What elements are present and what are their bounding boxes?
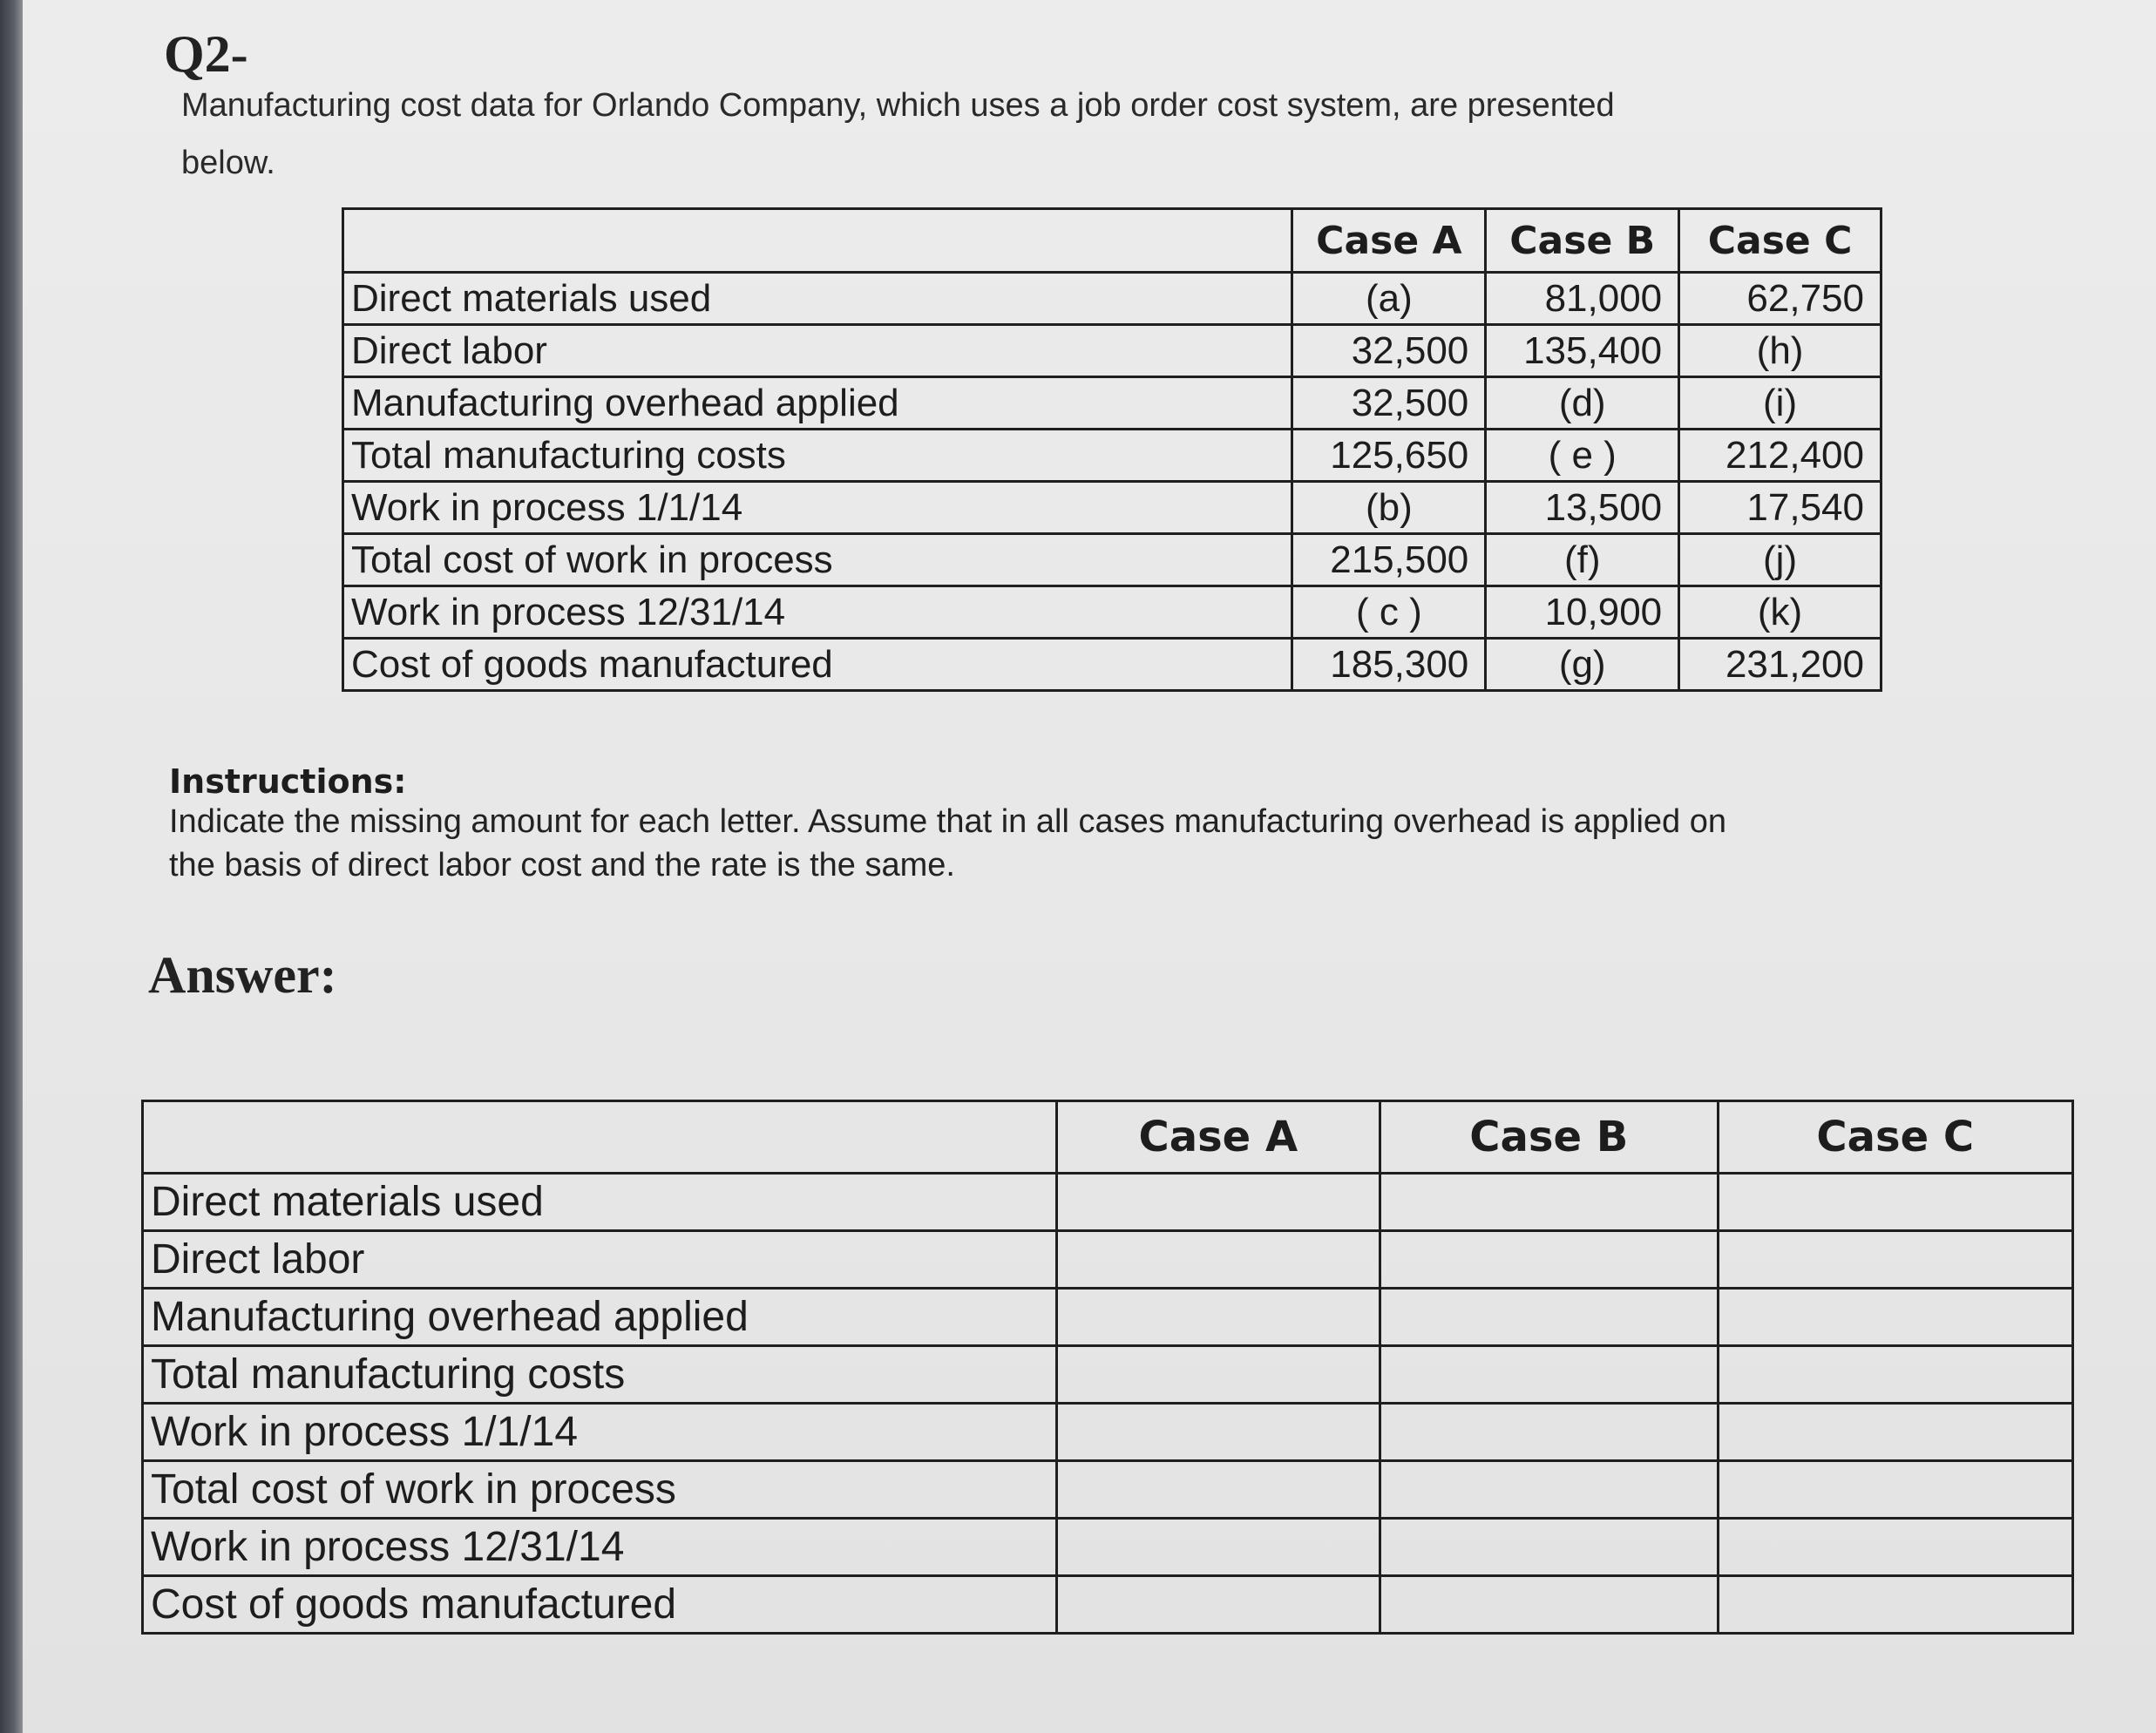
given-cell-case-a: 32,500 [1292, 377, 1486, 430]
answer-cell-case-a[interactable] [1056, 1461, 1380, 1519]
answer-row-label: Direct materials used [143, 1174, 1057, 1231]
answer-cell-case-c[interactable] [1718, 1231, 2072, 1289]
answer-cell-case-c[interactable] [1718, 1461, 2072, 1519]
given-header-case-a: Case A [1292, 209, 1486, 273]
given-row-label: Manufacturing overhead applied [343, 377, 1292, 430]
given-data-table [342, 207, 1882, 692]
given-cell-case-a: 185,300 [1292, 639, 1486, 691]
given-row-label: Work in process 1/1/14 [343, 482, 1292, 534]
monitor-bezel [0, 0, 23, 1733]
given-cell-case-c: (k) [1679, 586, 1881, 639]
answer-header-case-c: Case C [1718, 1101, 2072, 1174]
given-row-label: Total cost of work in process [343, 534, 1292, 586]
answer-row-label: Work in process 1/1/14 [143, 1404, 1057, 1461]
given-cell-case-a: 32,500 [1292, 325, 1486, 377]
given-row [343, 534, 1881, 586]
answer-cell-case-b[interactable] [1380, 1346, 1718, 1404]
given-row [343, 325, 1881, 377]
given-row-label: Direct materials used [343, 273, 1292, 325]
given-cell-case-b: (d) [1486, 377, 1679, 430]
answer-row [143, 1576, 2073, 1634]
given-cell-case-c: 212,400 [1679, 430, 1881, 482]
given-row-label: Total manufacturing costs [343, 430, 1292, 482]
given-cell-case-c: (i) [1679, 377, 1881, 430]
answer-cell-case-a[interactable] [1056, 1289, 1380, 1346]
given-cell-case-b: 81,000 [1486, 273, 1679, 325]
given-cell-case-c: (h) [1679, 325, 1881, 377]
answer-cell-case-b[interactable] [1380, 1404, 1718, 1461]
answer-cell-case-b[interactable] [1380, 1519, 1718, 1576]
answer-header-row [143, 1101, 2073, 1174]
answer-row [143, 1346, 2073, 1404]
answer-row [143, 1461, 2073, 1519]
answer-row [143, 1231, 2073, 1289]
instructions-title: Instructions: [169, 762, 407, 801]
answer-row-label: Total manufacturing costs [143, 1346, 1057, 1404]
answer-row [143, 1174, 2073, 1231]
answer-row [143, 1289, 2073, 1346]
answer-row-label: Work in process 12/31/14 [143, 1519, 1057, 1576]
given-cell-case-a: (b) [1292, 482, 1486, 534]
answer-title: Answer: [148, 946, 337, 1004]
given-row [343, 482, 1881, 534]
answer-row [143, 1404, 2073, 1461]
answer-header-case-a: Case A [1056, 1101, 1380, 1174]
answer-header-case-b: Case B [1380, 1101, 1718, 1174]
answer-cell-case-c[interactable] [1718, 1576, 2072, 1634]
answer-row-label: Direct labor [143, 1231, 1057, 1289]
given-row [343, 639, 1881, 691]
given-cell-case-c: 17,540 [1679, 482, 1881, 534]
answer-cell-case-c[interactable] [1718, 1289, 2072, 1346]
given-cell-case-b: 135,400 [1486, 325, 1679, 377]
given-row-label: Cost of goods manufactured [343, 639, 1292, 691]
answer-table [141, 1100, 2074, 1635]
answer-row [143, 1519, 2073, 1576]
answer-cell-case-b[interactable] [1380, 1231, 1718, 1289]
given-cell-case-a: (a) [1292, 273, 1486, 325]
answer-header-blank [143, 1101, 1057, 1174]
given-cell-case-a: ( c ) [1292, 586, 1486, 639]
answer-cell-case-b[interactable] [1380, 1461, 1718, 1519]
answer-cell-case-a[interactable] [1056, 1174, 1380, 1231]
given-row-label: Work in process 12/31/14 [343, 586, 1292, 639]
given-cell-case-c: (j) [1679, 534, 1881, 586]
given-cell-case-a: 215,500 [1292, 534, 1486, 586]
answer-cell-case-a[interactable] [1056, 1519, 1380, 1576]
given-row [343, 377, 1881, 430]
answer-cell-case-b[interactable] [1380, 1289, 1718, 1346]
given-cell-case-c: 62,750 [1679, 273, 1881, 325]
given-header-row [343, 209, 1881, 273]
answer-row-label: Cost of goods manufactured [143, 1576, 1057, 1634]
given-cell-case-b: 13,500 [1486, 482, 1679, 534]
given-cell-case-c: 231,200 [1679, 639, 1881, 691]
given-row [343, 273, 1881, 325]
given-header-case-c: Case C [1679, 209, 1881, 273]
given-row [343, 430, 1881, 482]
given-header-blank [343, 209, 1292, 273]
given-cell-case-a: 125,650 [1292, 430, 1486, 482]
answer-cell-case-a[interactable] [1056, 1346, 1380, 1404]
instructions-text: Indicate the missing amount for each letter. Assume that in all cases manufacturing overhead is applied on the basis of direct labor cost and the rate is the same. [169, 803, 1727, 883]
given-cell-case-b: (f) [1486, 534, 1679, 586]
answer-cell-case-a[interactable] [1056, 1576, 1380, 1634]
answer-cell-case-a[interactable] [1056, 1404, 1380, 1461]
given-cell-case-b: 10,900 [1486, 586, 1679, 639]
answer-row-label: Total cost of work in process [143, 1461, 1057, 1519]
answer-cell-case-b[interactable] [1380, 1174, 1718, 1231]
answer-cell-case-c[interactable] [1718, 1174, 2072, 1231]
answer-cell-case-c[interactable] [1718, 1346, 2072, 1404]
given-cell-case-b: ( e ) [1486, 430, 1679, 482]
given-row-label: Direct labor [343, 325, 1292, 377]
answer-row-label: Manufacturing overhead applied [143, 1289, 1057, 1346]
given-header-case-b: Case B [1486, 209, 1679, 273]
answer-cell-case-a[interactable] [1056, 1231, 1380, 1289]
question-label: Q2- [164, 25, 248, 83]
given-row [343, 586, 1881, 639]
answer-cell-case-c[interactable] [1718, 1519, 2072, 1576]
given-cell-case-b: (g) [1486, 639, 1679, 691]
question-intro: Manufacturing cost data for Orlando Company, which uses a job order cost system, are presented below. [181, 87, 1615, 181]
answer-cell-case-b[interactable] [1380, 1576, 1718, 1634]
answer-cell-case-c[interactable] [1718, 1404, 2072, 1461]
